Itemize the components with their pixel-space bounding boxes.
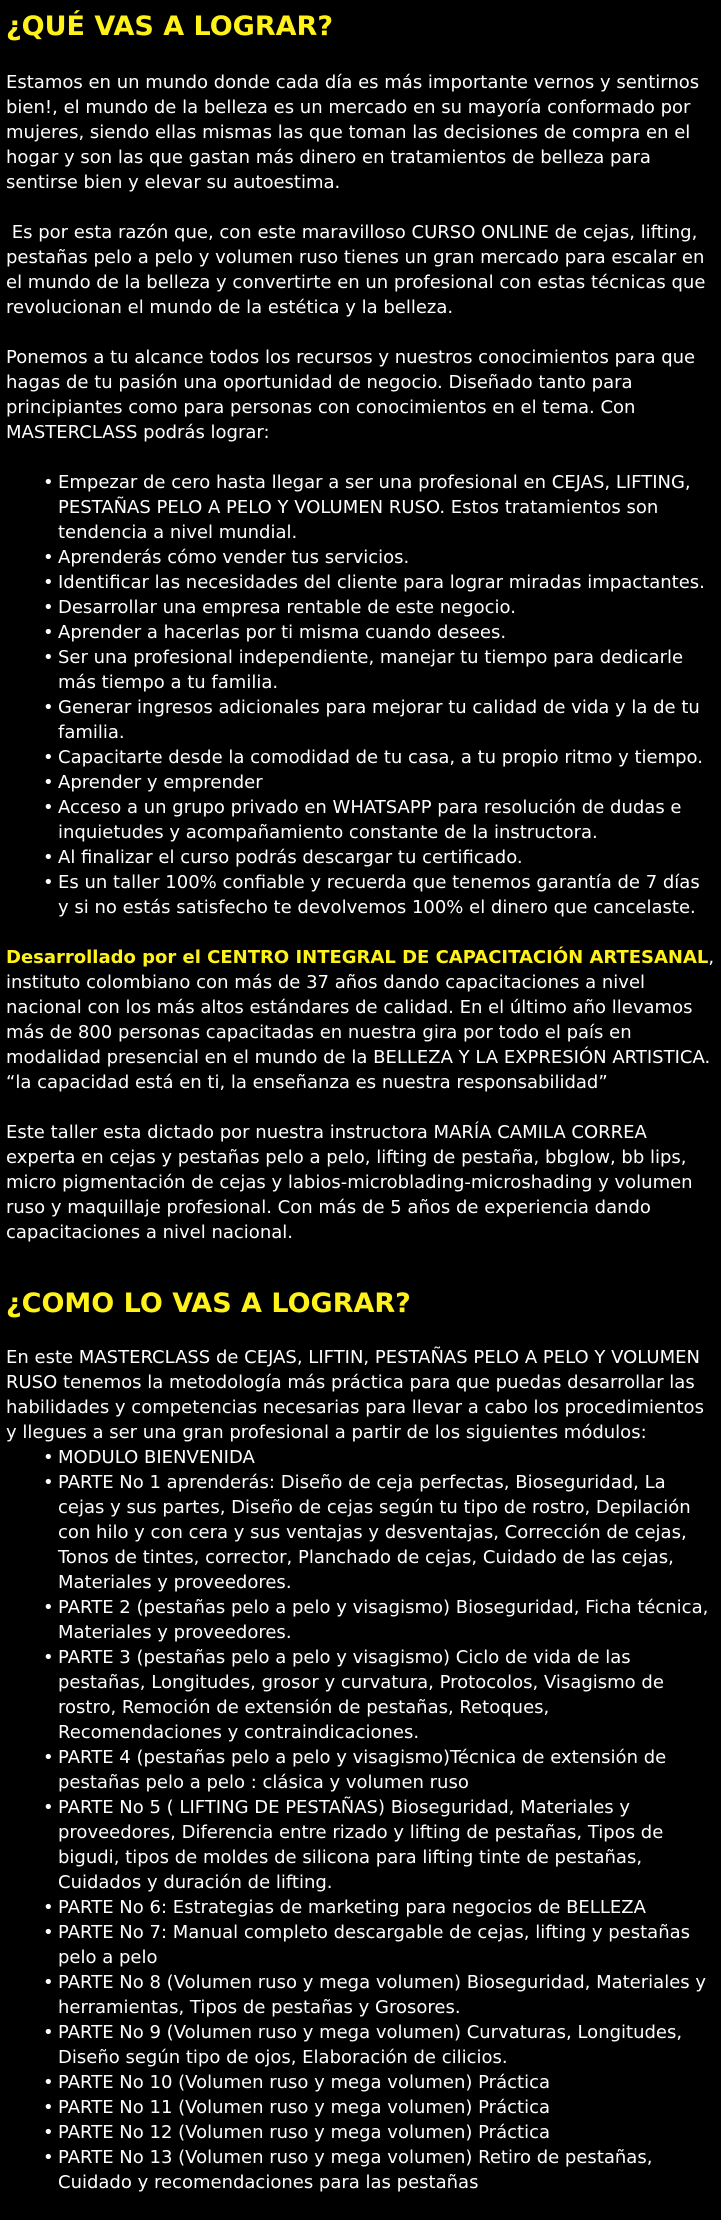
online-course-paragraph: Es por esta razón que, con este maravilloso CURSO ONLINE de cejas, lifting, pestañas pelo a pelo y volumen ruso tienes un gran mercado para escalar en el mundo de la belleza y convertirte en un profesional con estas técnicas que revolucionan el mundo de la estética y la belleza.	[6, 222, 712, 318]
list-item: • PARTE No 8 (Volumen ruso y mega volumen) Bioseguridad, Materiales y herramientas, Tipos de pestañas y Grosores.	[58, 1970, 715, 2020]
list-item: • PARTE No 13 (Volumen ruso y mega volumen) Retiro de pestañas, Cuidado y recomendaciones para las pestañas	[58, 2145, 715, 2195]
list-item: • PARTE 3 (pestañas pelo a pelo y visagismo) Ciclo de vida de las pestañas, Longitudes, grosor y curvatura, Protocolos, Visagismo de rostro, Remoción de extensión de pestañas, Retoques, Recomendaciones y contraindicaciones.	[58, 1645, 715, 1745]
list-item: • Ser una profesional independiente, manejar tu tiempo para dedicarle más tiempo a tu familia.	[58, 645, 715, 695]
list-item: • PARTE No 1 aprenderás: Diseño de ceja perfectas, Bioseguridad, La cejas y sus partes, Diseño de cejas según tu tipo de rostro, Depilación con hilo y con cera y sus ventajas y desventajas, Corrección de cejas, Tonos de tintes, corrector, Planchado de cejas, Cuidado de las cejas, Materiales y proveedores.	[58, 1470, 715, 1595]
list-item: • Aprenderás cómo vender tus servicios.	[58, 545, 715, 570]
list-item: • Desarrollar una empresa rentable de este negocio.	[58, 595, 715, 620]
institute-highlight: Desarrollado por el CENTRO INTEGRAL DE CAPACITACIÓN ARTESANAL	[6, 947, 709, 968]
methodology-paragraph: En este MASTERCLASS de CEJAS, LIFTIN, PESTAÑAS PELO A PELO Y VOLUMEN RUSO tenemos la metodología más práctica para que puedas desarrollar las habilidades y competencias necesarias para llevar a cabo los procedimientos y llegues a ser una gran profesional a partir de los siguientes módulos:	[6, 1347, 704, 1443]
list-item: • PARTE No 12 (Volumen ruso y mega volumen) Práctica	[58, 2120, 715, 2145]
list-item: • PARTE No 7: Manual completo descargable de cejas, lifting y pestañas pelo a pelo	[58, 1920, 715, 1970]
list-item: • PARTE No 5 ( LIFTING DE PESTAÑAS) Bioseguridad, Materiales y proveedores, Diferencia entre rizado y lifting de pestañas, Tipos de bigudi, tipos de moldes de silicona para lifting tinte de pestañas, Cuidados y duración de lifting.	[58, 1795, 715, 1895]
list-item: • PARTE No 11 (Volumen ruso y mega volumen) Práctica	[58, 2095, 715, 2120]
list-item: • Al finalizar el curso podrás descargar tu certificado.	[58, 845, 715, 870]
section-heading-what: ¿QUÉ VAS A LOGRAR?	[6, 11, 333, 42]
institute-paragraph	[6, 945, 715, 1095]
instructor-paragraph: Este taller esta dictado por nuestra instructora MARÍA CAMILA CORREA experta en cejas y pestañas pelo a pelo, lifting de pestaña, bbglow, bb lips, micro pigmentación de cejas y labios-microblading-microshading y volumen ruso y maquillaje profesional. Con más de 5 años de experiencia dando capacitaciones a nivel nacional.	[6, 1122, 693, 1243]
section-heading-how: ¿COMO LO VAS A LOGRAR?	[6, 1288, 411, 1319]
list-item: • PARTE No 9 (Volumen ruso y mega volumen) Curvaturas, Longitudes, Diseño según tipo de ojos, Elaboración de cilicios.	[58, 2020, 715, 2070]
modules-list	[6, 1445, 715, 2195]
institute-text: , instituto colombiano con más de 37 años dando capacitaciones a nivel nacional con los más altos estándares de calidad. En el último año llevamos más de 800 personas capacitadas en nuestra gira por todo el país en modalidad presencial en el mundo de la BELLEZA Y LA EXPRESIÓN ARTISTICA. “la capacidad está en ti, la enseñanza es nuestra responsabilidad”	[6, 947, 715, 1093]
list-item: • PARTE 2 (pestañas pelo a pelo y visagismo) Bioseguridad, Ficha técnica, Materiales y proveedores.	[58, 1595, 715, 1645]
list-item: • Aprender y emprender	[58, 770, 715, 795]
list-item: • Aprender a hacerlas por ti misma cuando desees.	[58, 620, 715, 645]
list-item: • Capacitarte desde la comodidad de tu casa, a tu propio ritmo y tiempo.	[58, 745, 715, 770]
list-item: • Es un taller 100% confiable y recuerda que tenemos garantía de 7 días y si no estás satisfecho te devolvemos 100% el dinero que cancelaste.	[58, 870, 715, 920]
list-item: • MODULO BIENVENIDA	[58, 1445, 715, 1470]
list-item: • PARTE 4 (pestañas pelo a pelo y visagismo)Técnica de extensión de pestañas pelo a pelo : clásica y volumen ruso	[58, 1745, 715, 1795]
benefits-list	[6, 470, 715, 920]
list-item: • PARTE No 10 (Volumen ruso y mega volumen) Práctica	[58, 2070, 715, 2095]
list-item: • Generar ingresos adicionales para mejorar tu calidad de vida y la de tu familia.	[58, 695, 715, 745]
list-item: • Empezar de cero hasta llegar a ser una profesional en CEJAS, LIFTING, PESTAÑAS PELO A PELO Y VOLUMEN RUSO. Estos tratamientos son tendencia a nivel mundial.	[58, 470, 715, 545]
masterclass-paragraph: Ponemos a tu alcance todos los recursos y nuestros conocimientos para que hagas de tu pasión una oportunidad de negocio. Diseñado tanto para principiantes como para personas con conocimientos en el tema. Con MASTERCLASS podrás lograr:	[6, 347, 696, 443]
list-item: • Identificar las necesidades del cliente para lograr miradas impactantes.	[58, 570, 715, 595]
list-item: • Acceso a un grupo privado en WHATSAPP para resolución de dudas e inquietudes y acompañamiento constante de la instructora.	[58, 795, 715, 845]
intro-paragraph: Estamos en un mundo donde cada día es más importante vernos y sentirnos bien!, el mundo de la belleza es un mercado en su mayoría conformado por mujeres, siendo ellas mismas las que toman las decisiones de compra en el hogar y son las que gastan más dinero en tratamientos de belleza para sentirse bien y elevar su autoestima.	[6, 72, 700, 193]
list-item: • PARTE No 6: Estrategias de marketing para negocios de BELLEZA	[58, 1895, 715, 1920]
